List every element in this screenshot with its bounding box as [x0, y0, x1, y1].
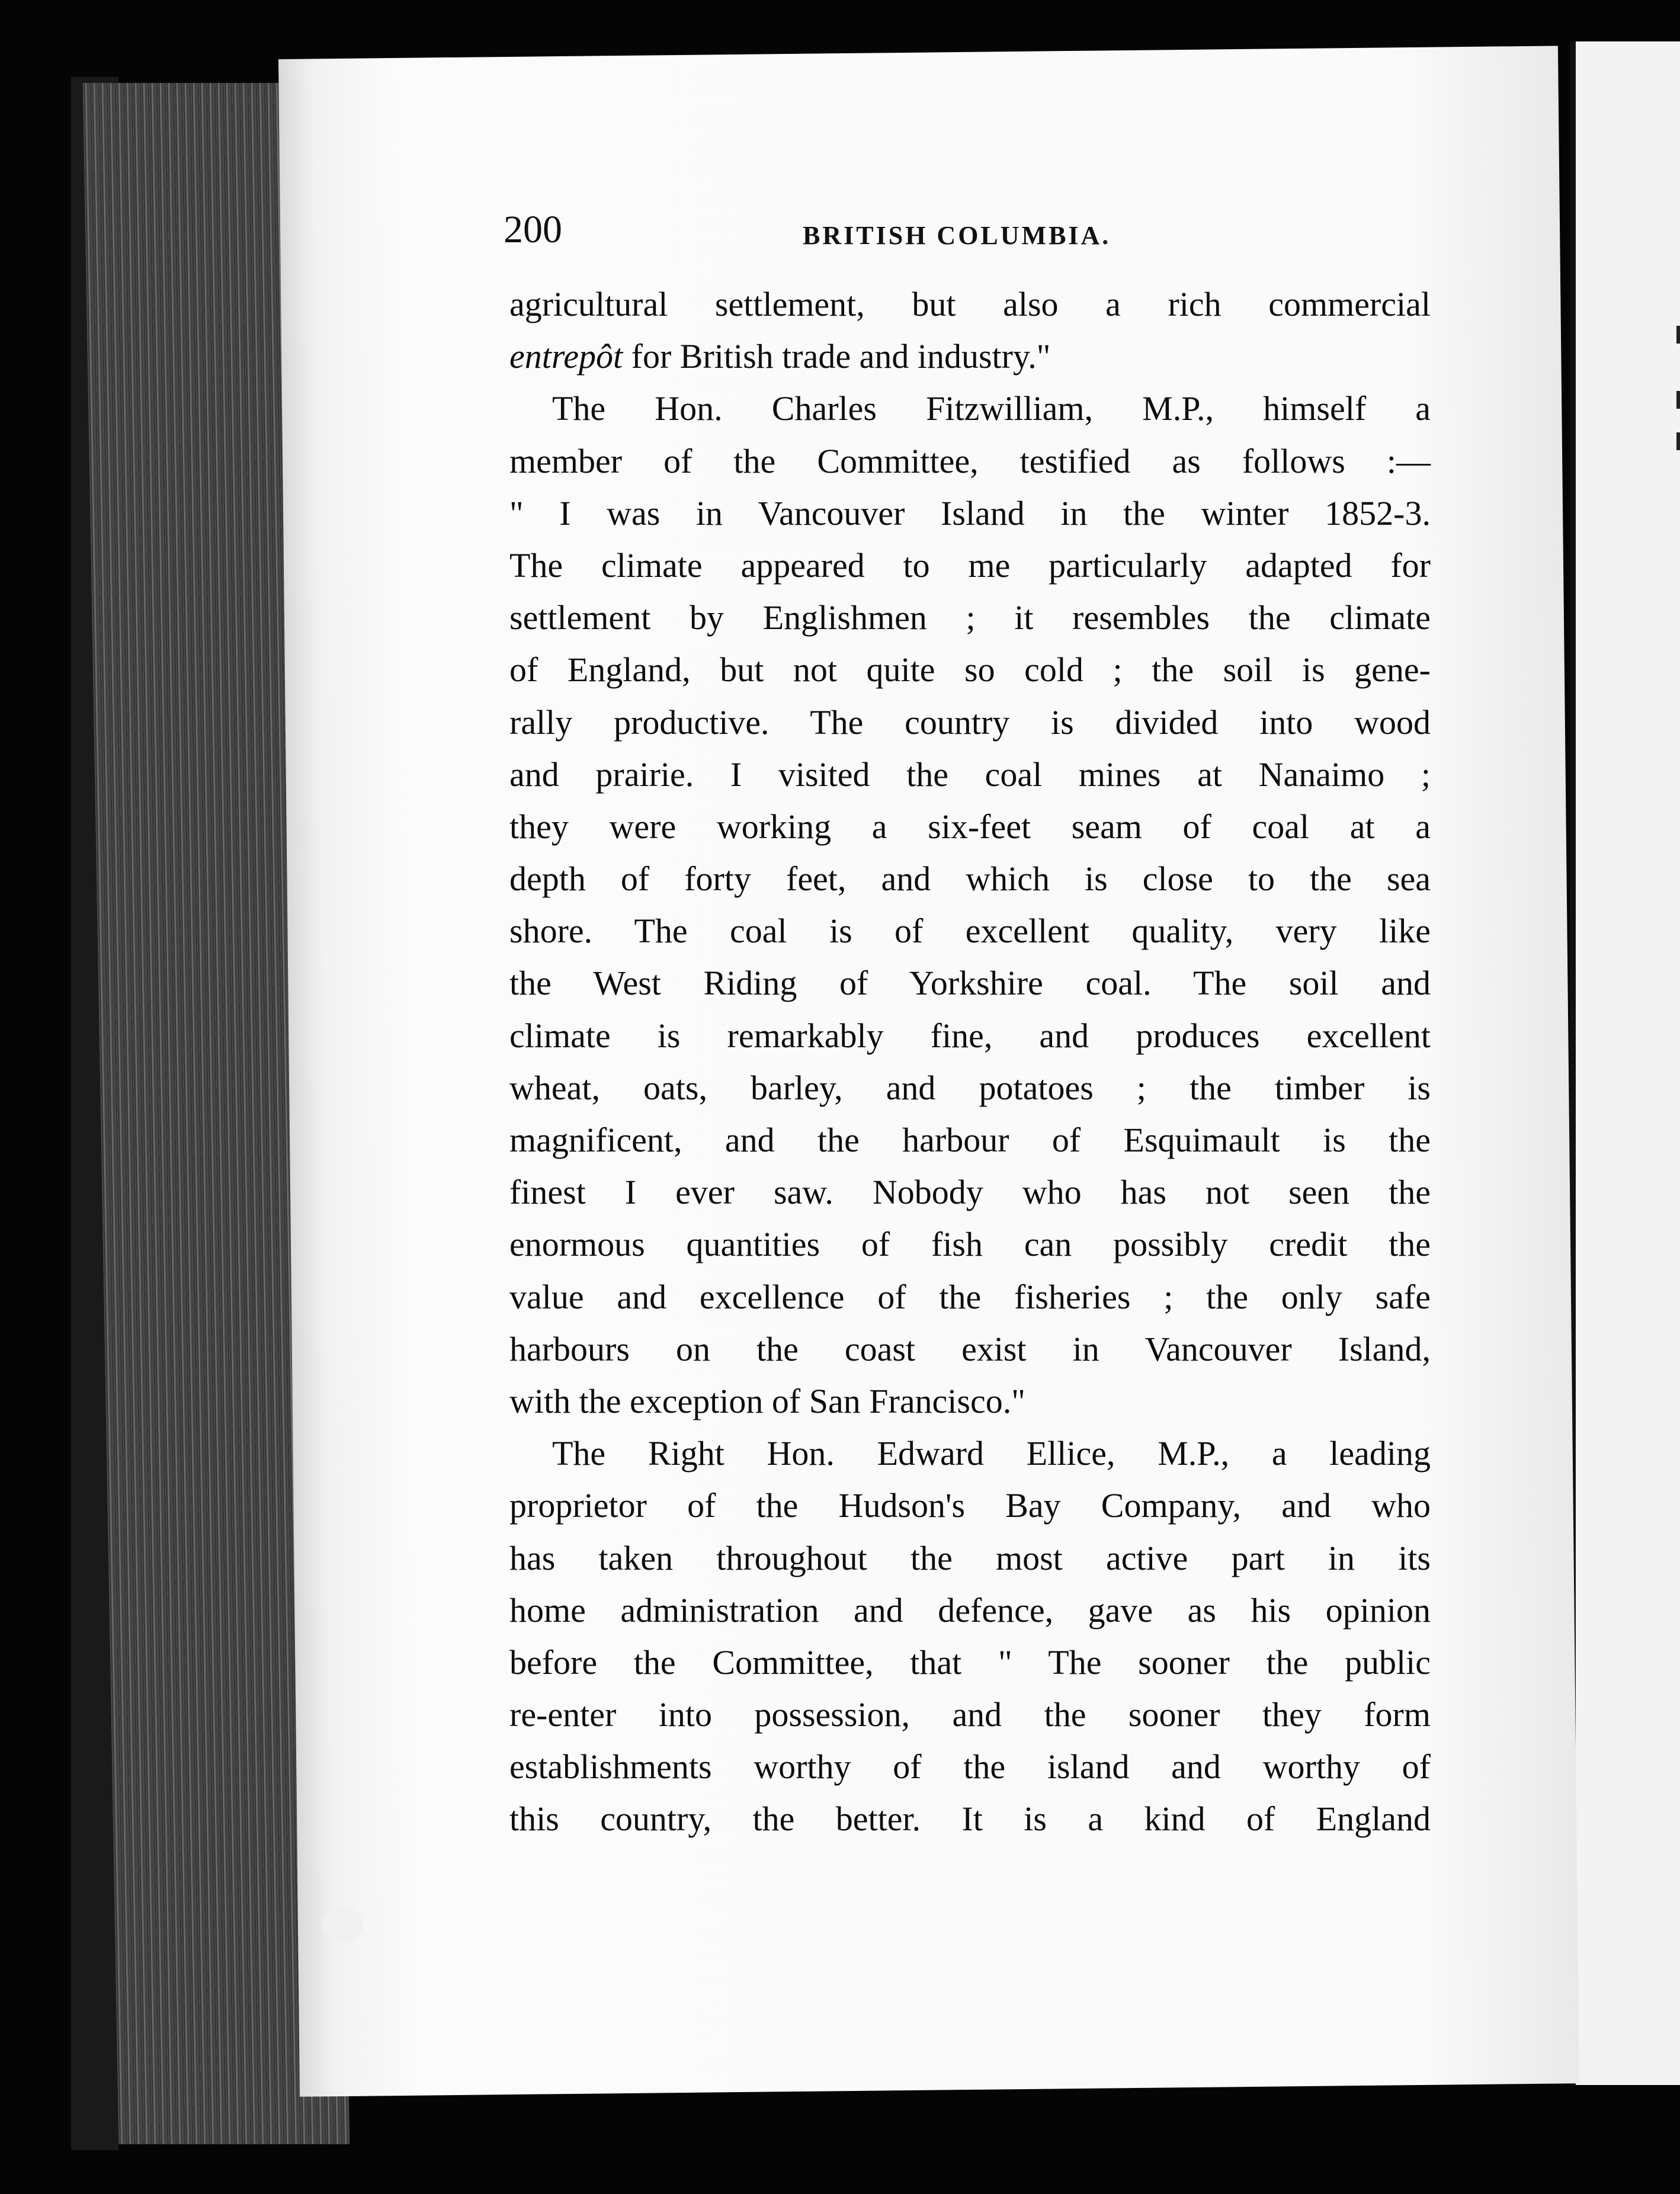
page-number: 200	[504, 208, 562, 251]
text-line: rally productive. The country is divided into wood	[509, 703, 1431, 742]
page-header	[504, 207, 1214, 261]
text-line: magnificent, and the harbour of Esquimault is the	[509, 1121, 1431, 1159]
text-line: establishments worthy of the island and worthy of	[509, 1747, 1431, 1786]
text-line: of England, but not quite so cold ; the soil is gene-	[509, 650, 1431, 689]
facing-page-glyph	[1676, 391, 1680, 409]
text-line: they were working a six-feet seam of coal at a	[509, 807, 1431, 846]
text-line: re-enter into possession, and the sooner they form	[509, 1695, 1431, 1734]
text-line: this country, the better. It is a kind of England	[509, 1800, 1431, 1839]
text-line: proprietor of the Hudson's Bay Company, and who	[509, 1486, 1431, 1525]
running-head: BRITISH COLUMBIA.	[803, 221, 1111, 250]
text-line: member of the Committee, testified as follows :—	[509, 441, 1431, 480]
text-line: depth of forty feet, and which is close to the sea	[509, 859, 1431, 899]
text-line: shore. The coal is of excellent quality, very like	[509, 912, 1431, 951]
facing-page-glyph	[1676, 326, 1680, 344]
text-line: before the Committee, that " The sooner the public	[509, 1643, 1431, 1682]
text-line: harbours on the coast exist in Vancouver Island,	[509, 1329, 1431, 1368]
paper-speck	[322, 1907, 364, 1943]
text-line: enormous quantities of fish can possibly credit the	[509, 1225, 1431, 1264]
text-line: settlement by Englishmen ; it resembles the climate	[509, 598, 1431, 637]
text-line: climate is remarkably fine, and produces excellent	[509, 1016, 1431, 1055]
text-line: home administration and defence, gave as his opinion	[509, 1590, 1431, 1630]
text-line: has taken throughout the most active part in its	[509, 1538, 1431, 1577]
text-line: agricultural settlement, but also a rich commercial	[509, 285, 1431, 323]
body-text	[509, 278, 1431, 1846]
text-line: The climate appeared to me particularly adapted for	[509, 546, 1431, 585]
facing-page-edge	[1570, 41, 1680, 2085]
facing-page-glyph	[1676, 432, 1680, 450]
text-line: finest I ever saw. Nobody who has not seen the	[509, 1173, 1431, 1212]
text-line: wheat, oats, barley, and potatoes ; the timber is	[509, 1068, 1431, 1107]
text-line: " I was in Vancouver Island in the winter 1852-3.	[509, 493, 1431, 533]
text-line: with the exception of San Francisco."	[509, 1381, 1025, 1420]
text-line: the West Riding of Yorkshire coal. The soil and	[509, 964, 1431, 1003]
text-line: The Right Hon. Edward Ellice, M.P., a leading	[552, 1434, 1431, 1473]
text-line: The Hon. Charles Fitzwilliam, M.P., himself a	[552, 389, 1431, 428]
text-line: and prairie. I visited the coal mines at Nanaimo ;	[509, 755, 1431, 794]
text-line: value and excellence of the fisheries ; the only safe	[509, 1277, 1431, 1316]
text-line: entrepôt for British trade and industry."	[509, 337, 1051, 376]
